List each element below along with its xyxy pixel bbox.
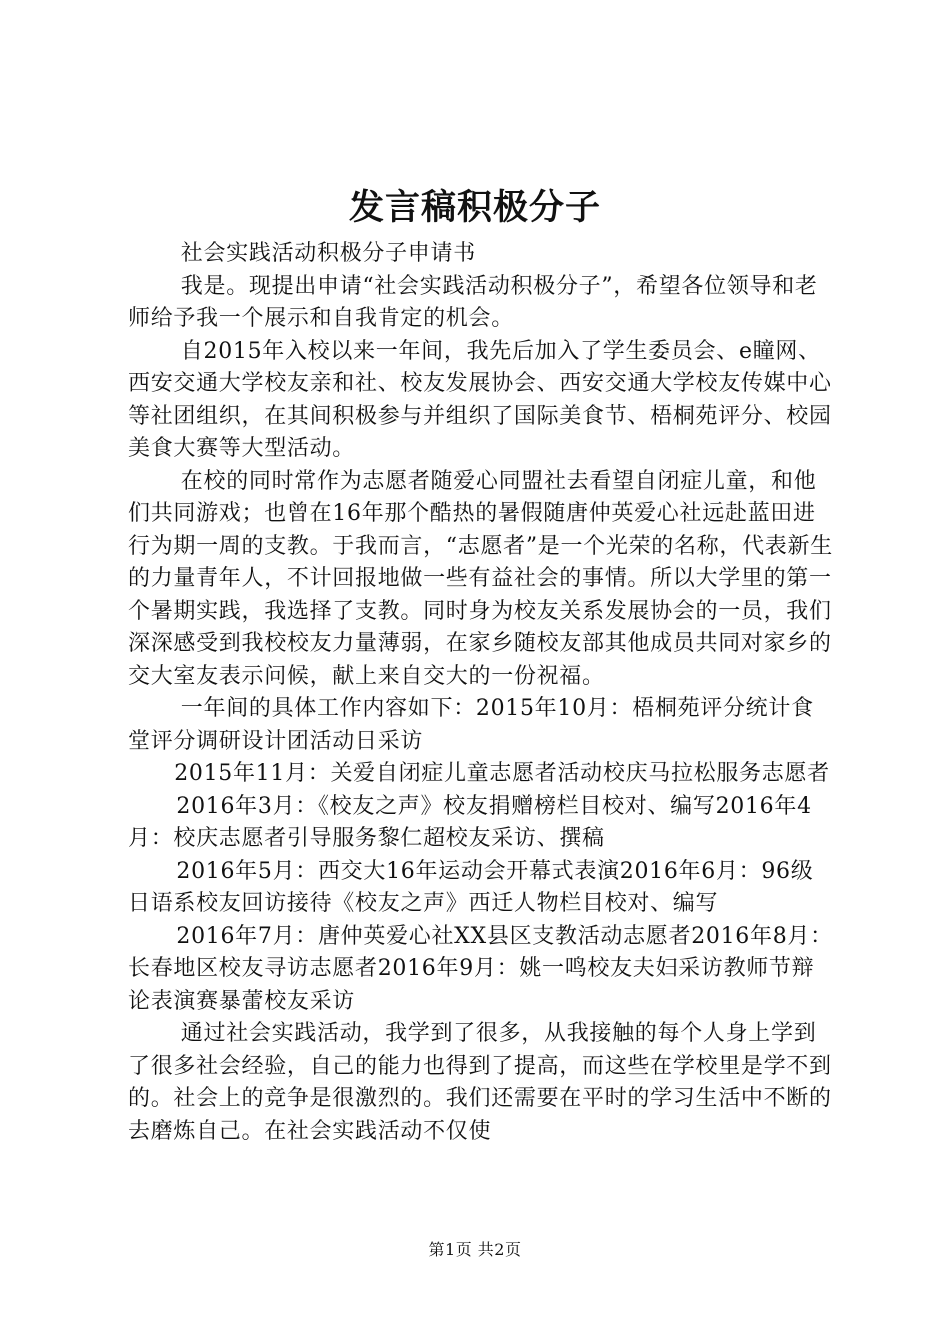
document-body (128, 238, 836, 1148)
paragraph: 2016年5月：西交大16年运动会开幕式表演2016年6月：96级日语系校友回访接待《校友之声》西迁人物栏目校对、编写 (128, 858, 814, 916)
paragraph: 2015年11月：关爱自闭症儿童志愿者活动校庆马拉松服务志愿者 (174, 761, 830, 786)
page-title: 发言稿积极分子 (348, 187, 601, 228)
paragraph: 在校的同时常作为志愿者随爱心同盟社去看望自闭症儿童，和他们共同游戏；也曾在16年那个酷热的暑假随唐仲英爱心社远赴蓝田进行为期一周的支教。于我而言，“志愿者”是一个光荣的名称，代表新生的力量青年人，不计回报地做一些有益社会的事情。所以大学里的第一个暑期实践，我选择了支教。同时身为校友关系发展协会的一员，我们深深感受到我校校友力量薄弱，在家乡随校友部其他成员共同对家乡的交大室友表示问候，献上来自交大的一份祝福。 (128, 468, 833, 689)
paragraph: 我是。现提出申请“社会实践活动积极分子”，希望各位领导和老师给予我一个展示和自我肯定的机会。 (128, 273, 818, 331)
paragraph: 自2015年入校以来一年间，我先后加入了学生委员会、e瞳网、西安交通大学校友亲和社、校友发展协会、西安交通大学校友传媒中心等社团组织，在其间积极参与并组织了国际美食节、梧桐苑评分、校园美食大赛等大型活动。 (128, 338, 832, 461)
paragraph: 2016年7月：唐仲英爱心社XX县区支教活动志愿者2016年8月：长春地区校友寻访志愿者2016年9月：姚一鸣校友夫妇采访教师节辩论表演赛暴蕾校友采访 (128, 923, 833, 1014)
paragraph: 通过社会实践活动，我学到了很多，从我接触的每个人身上学到了很多社会经验，自己的能力也得到了提高，而这些在学校里是学不到的。社会上的竞争是很激烈的。我们还需要在平时的学习生活中不断的去磨炼自己。在社会实践活动不仅使 (128, 1021, 832, 1144)
page-footer: 第1页 共2页 (428, 1240, 522, 1259)
paragraph: 一年间的具体工作内容如下：2015年10月：梧桐苑评分统计食堂评分调研设计团活动日采访 (128, 696, 814, 754)
paragraph-heading: 社会实践活动积极分子申请书 (180, 241, 476, 266)
paragraph: 2016年3月：《校友之声》校友捐赠榜栏目校对、编写2016年4月：校庆志愿者引导服务黎仁超校友采访、撰稿 (128, 793, 812, 851)
